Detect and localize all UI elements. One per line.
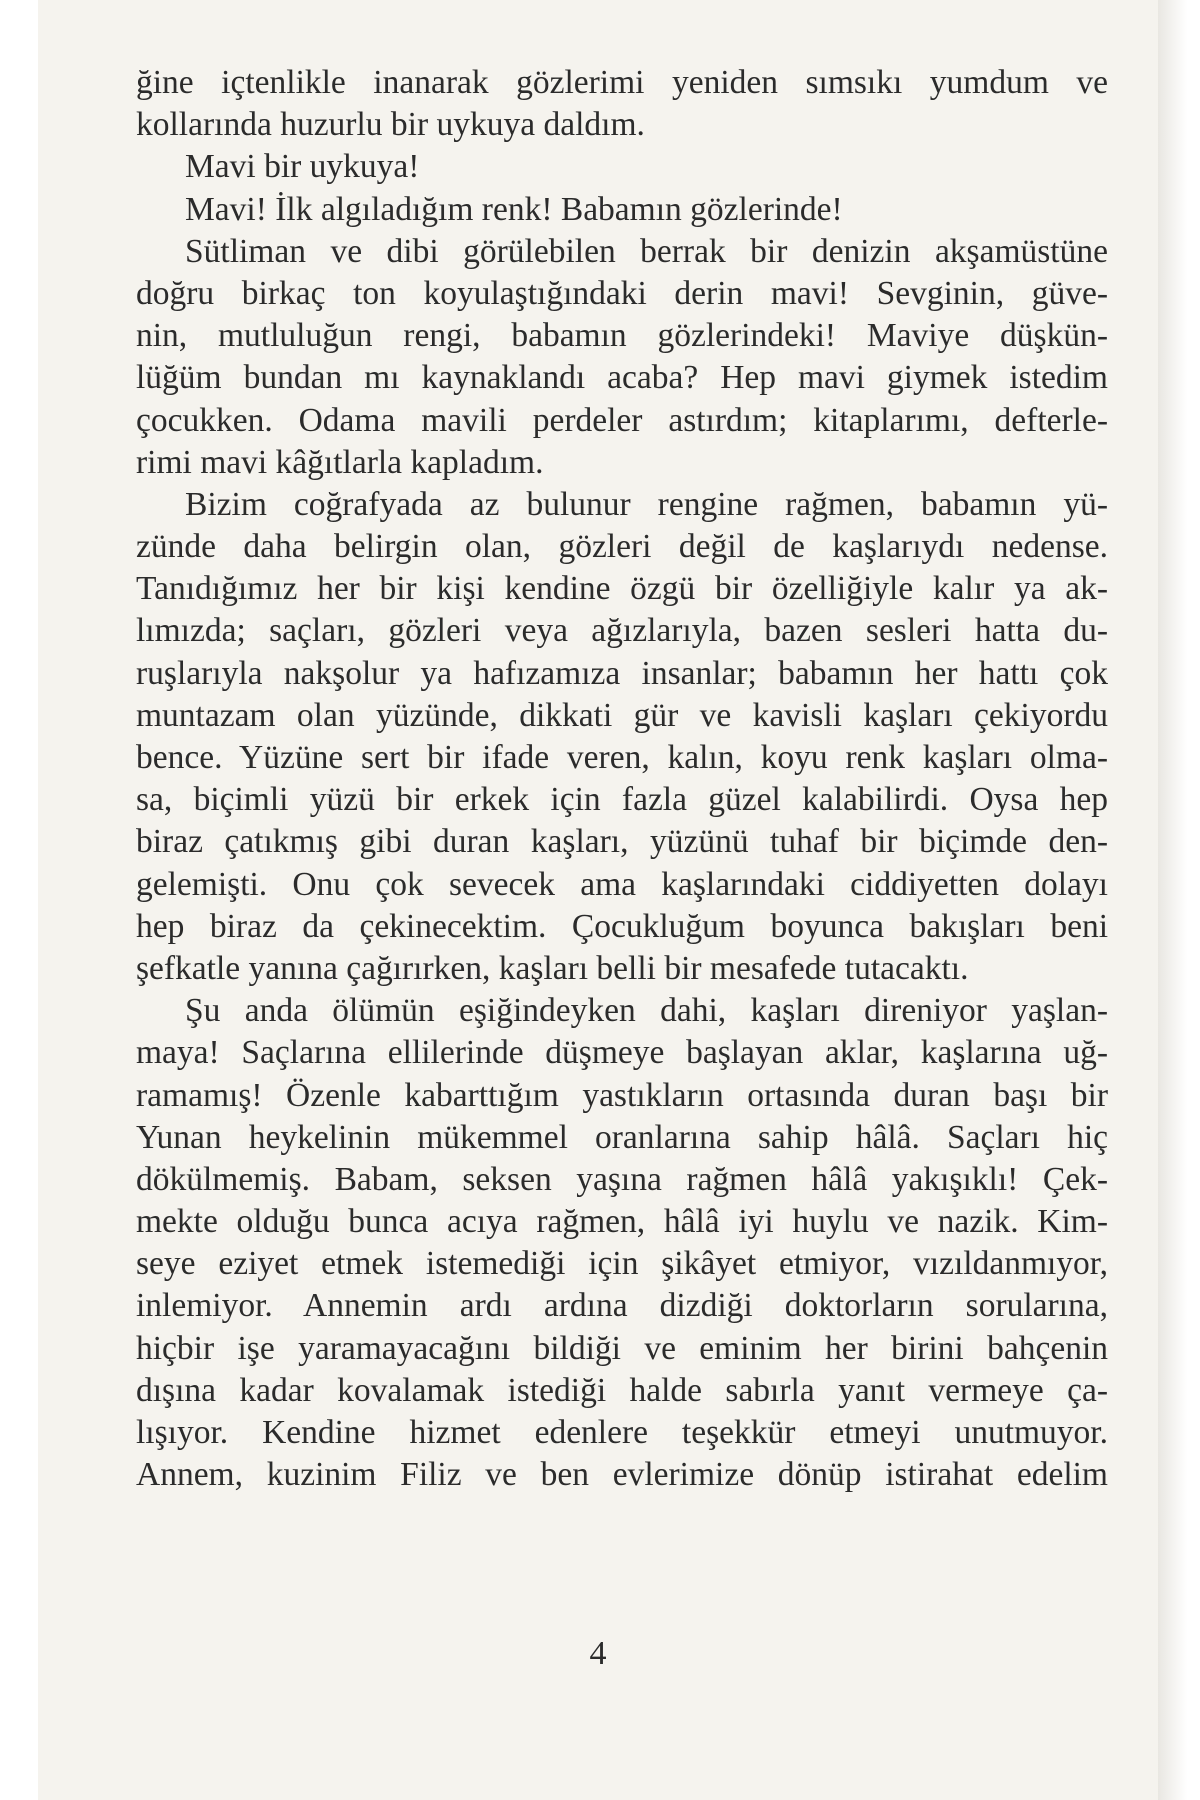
page-number: 4 xyxy=(589,1635,607,1672)
text-line: şefkatle yanına çağırırken, kaşları belli bir mesafede tutacaktı. xyxy=(136,949,969,987)
text-line: çocukken. Odama mavili perdeler astırdım; kitaplarımı, defterle- xyxy=(136,401,1108,439)
text-line: inlemiyor. Annemin ardı ardına dizdiği doktorların sorularına, xyxy=(136,1287,1108,1325)
text-line: mekte olduğu bunca acıya rağmen, hâlâ iyi huylu ve nazik. Kim- xyxy=(136,1203,1108,1241)
text-line: Yunan heykelinin mükemmel oranlarına sahip hâlâ. Saçları hiç xyxy=(136,1118,1108,1156)
text-line: biraz çatıkmış gibi duran kaşları, yüzünü tuhaf bir biçimde den- xyxy=(136,823,1108,861)
text-line: doğru birkaç ton koyulaştığındaki derin mavi! Sevginin, güve- xyxy=(136,274,1108,312)
text-line: seye eziyet etmek istemediği için şikâyet etmiyor, vızıldanmıyor, xyxy=(136,1245,1108,1283)
text-line: hiçbir işe yaramayacağını bildiği ve eminim her birini bahçenin xyxy=(136,1329,1108,1367)
text-line: gelemişti. Onu çok sevecek ama kaşlarındaki ciddiyetten dolayı xyxy=(136,865,1108,903)
text-line: Sütliman ve dibi görülebilen berrak bir denizin akşamüstüne xyxy=(185,232,1108,270)
text-line: nin, mutluluğun rengi, babamın gözlerindeki! Maviye düşkün- xyxy=(136,317,1108,355)
text-line: Tanıdığımız her bir kişi kendine özgü bir özelliğiyle kalır ya ak- xyxy=(136,570,1108,608)
text-line: zünde daha belirgin olan, gözleri değil de kaşlarıydı nedense. xyxy=(136,528,1108,566)
page-edge-shadow xyxy=(1158,0,1200,1800)
text-line: Annem, kuzinim Filiz ve ben evlerimize dönüp istirahat edelim xyxy=(136,1456,1108,1494)
text-line: kollarında huzurlu bir uykuya daldım. xyxy=(136,106,645,144)
text-line: Şu anda ölümün eşiğindeyken dahi, kaşları direniyor yaşlan- xyxy=(185,992,1108,1030)
text-line: ramamış! Özenle kabarttığım yastıkların ortasında duran başı bir xyxy=(136,1076,1108,1114)
text-line: maya! Saçlarına ellilerinde düşmeye başlayan aklar, kaşlarına uğ- xyxy=(136,1034,1108,1072)
text-line: Mavi bir uykuya! xyxy=(185,148,420,186)
book-page xyxy=(38,0,1158,1800)
text-line: lışıyor. Kendine hizmet edenlere teşekkür etmeyi unutmuyor. xyxy=(136,1414,1108,1451)
body-text xyxy=(136,62,1108,1496)
text-line: ruşlarıyla nakşolur ya hafızamıza insanlar; babamın her hattı çok xyxy=(136,654,1108,692)
text-line: lüğüm bundan mı kaynaklandı acaba? Hep mavi giymek istedim xyxy=(136,359,1108,397)
text-line: lımızda; saçları, gözleri veya ağızlarıyla, bazen sesleri hatta du- xyxy=(136,612,1108,650)
text-line: sa, biçimli yüzü bir erkek için fazla güzel kalabilirdi. Oysa hep xyxy=(136,781,1108,819)
text-line: rimi mavi kâğıtlarla kapladım. xyxy=(136,443,544,481)
text-line: dökülmemiş. Babam, seksen yaşına rağmen hâlâ yakışıklı! Çek- xyxy=(136,1160,1108,1198)
text-line: hep biraz da çekinecektim. Çocukluğum boyunca bakışları beni xyxy=(136,907,1108,945)
text-line: Mavi! İlk algıladığım renk! Babamın gözlerinde! xyxy=(185,190,843,228)
text-line: dışına kadar kovalamak istediği halde sabırla yanıt vermeye ça- xyxy=(136,1371,1108,1409)
text-line: bence. Yüzüne sert bir ifade veren, kalın, koyu renk kaşları olma- xyxy=(136,739,1108,776)
text-line: Bizim coğrafyada az bulunur rengine rağmen, babamın yü- xyxy=(185,485,1108,523)
text-line: muntazam olan yüzünde, dikkati gür ve kavisli kaşları çekiyordu xyxy=(136,696,1108,734)
text-line: ğine içtenlikle inanarak gözlerimi yeniden sımsıkı yumdum ve xyxy=(136,64,1108,101)
